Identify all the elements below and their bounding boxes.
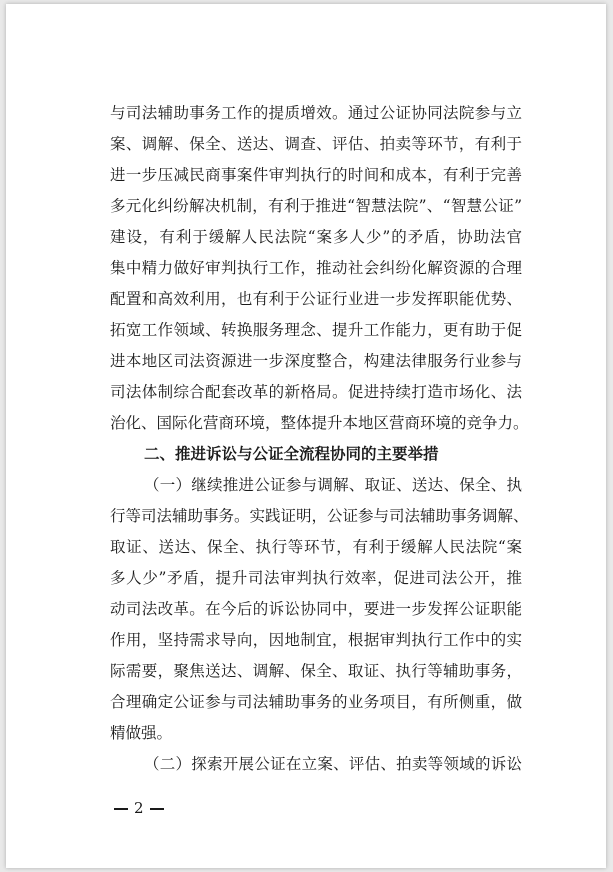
paragraph-line: 动司法改革。在今后的诉讼协同中，要进一步发挥公证职能 [110,600,522,618]
paragraph-line: 精做强。 [110,724,173,742]
paragraph-line: 集中精力做好审判执行工作，推动社会纠纷化解资源的合理 [110,259,522,277]
dash-right [150,808,164,810]
paragraph-line: 行等司法辅助事务。实践证明，公证参与司法辅助事务调解、 [110,507,529,525]
paragraph-line: 多元化纠纷解决机制，有利于推进“智慧法院”、“智慧公证” [110,197,522,215]
document-page [6,4,606,868]
page-number [114,799,164,817]
section-heading: 二、推进诉讼与公证全流程协同的主要举措 [144,445,439,463]
paragraph-line: 际需要，聚焦送达、调解、保全、取证、执行等辅助事务， [110,662,522,680]
dash-left [114,808,128,810]
page-number-value: 2 [134,799,144,817]
paragraph-line: 案、调解、保全、送达、调查、评估、拍卖等环节，有利于 [110,135,522,153]
subsection-heading: （二）探索开展公证在立案、评估、拍卖等领域的诉讼 [144,755,522,773]
subsection-heading: （一）继续推进公证参与调解、取证、送达、保全、执 [144,476,522,494]
paragraph-line: 拓宽工作领域、转换服务理念、提升工作能力，更有助于促 [110,321,522,339]
paragraph-line: 作用，坚持需求导向，因地制宜，根据审判执行工作中的实 [110,631,522,649]
paragraph-line: 建设，有利于缓解人民法院“案多人少”的矛盾，协助法官 [110,228,522,246]
paragraph-line: 多人少”矛盾，提升司法审判执行效率，促进司法公开，推 [110,569,522,587]
paragraph-line: 取证、送达、保全、执行等环节，有利于缓解人民法院“案 [110,538,522,556]
paragraph-line: 进一步压减民商事案件审判执行的时间和成本，有利于完善 [110,166,522,184]
paragraph-line: 合理确定公证参与司法辅助事务的业务项目，有所侧重，做 [110,693,522,711]
paragraph-line: 司法体制综合配套改革的新格局。促进持续打造市场化、法 [110,383,522,401]
paragraph-line: 配置和高效利用，也有利于公证行业进一步发挥职能优势、 [110,290,522,308]
paragraph-line: 治化、国际化营商环境，整体提升本地区营商环境的竞争力。 [110,414,529,432]
paragraph-line: 进本地区司法资源进一步深度整合，构建法律服务行业参与 [110,352,522,370]
paragraph-line: 与司法辅助事务工作的提质增效。通过公证协同法院参与立 [110,104,522,122]
